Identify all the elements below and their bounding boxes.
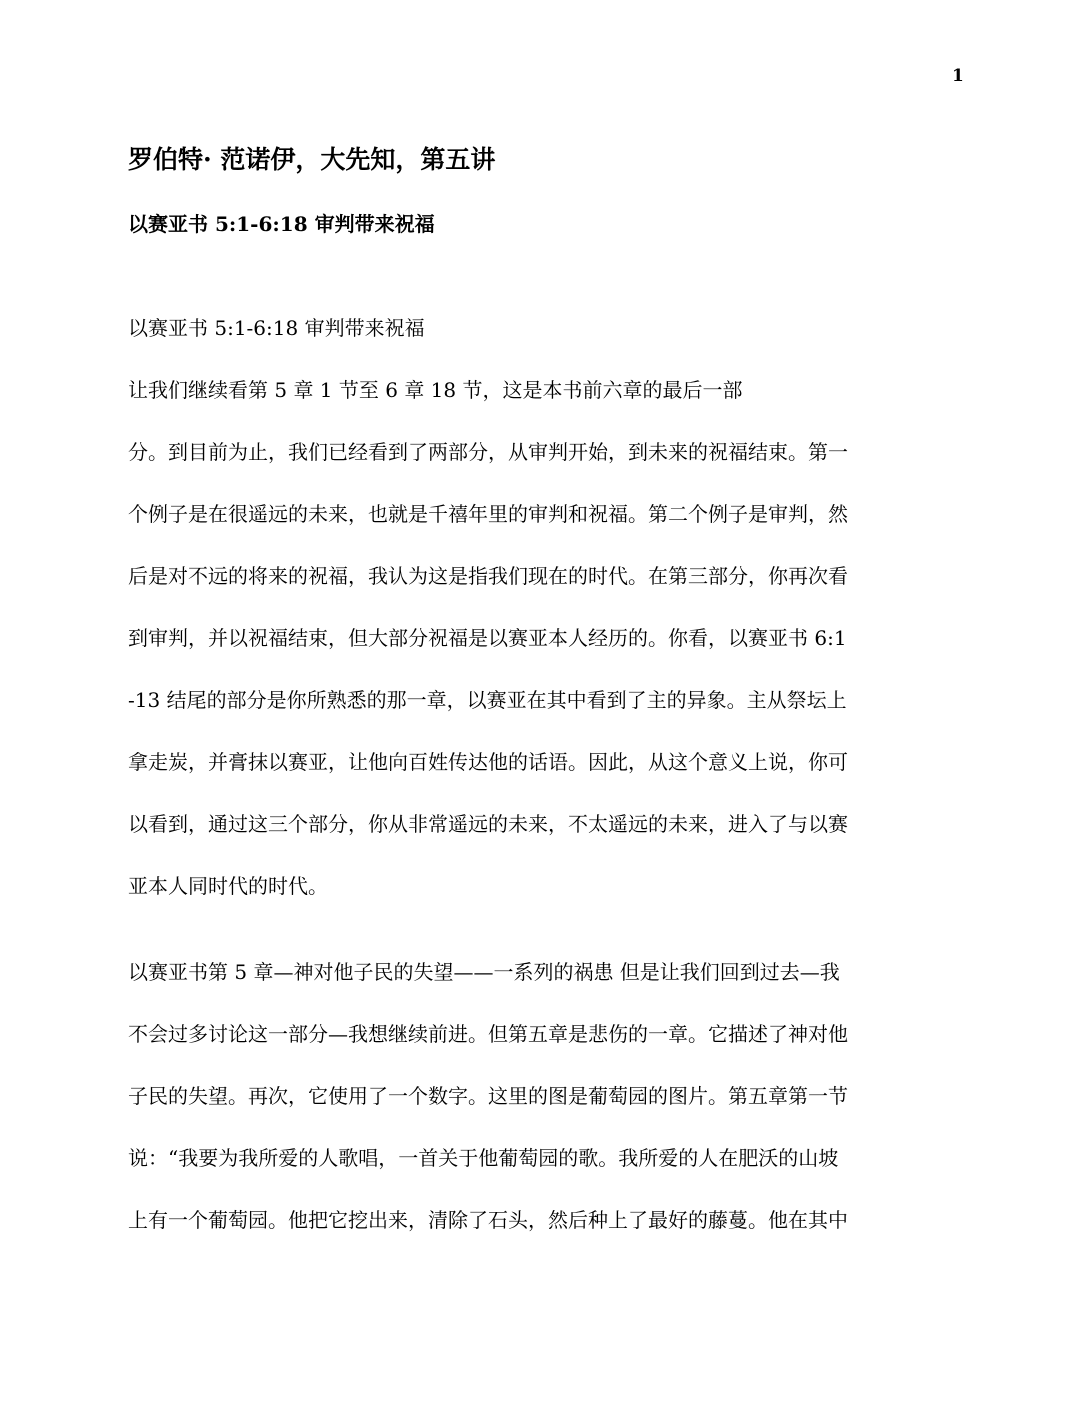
text-line: 子民的失望。再次，它使用了一个数字。这里的图是葡萄园的图片。第五章第一节 — [128, 1084, 848, 1108]
text-line: 以看到，通过这三个部分，你从非常遥远的未来，不太遥远的未来，进入了与以赛 — [128, 812, 848, 836]
text-line: 上有一个葡萄园。他把它挖出来，清除了石头，然后种上了最好的藤蔓。他在其中 — [128, 1208, 848, 1232]
text-line: 个例子是在很遥远的未来，也就是千禧年里的审判和祝福。第二个例子是审判，然 — [128, 502, 848, 526]
text-line: 亚本人同时代的时代。 — [128, 874, 328, 898]
text-line: 不会过多讨论这一部分—我想继续前进。但第五章是悲伤的一章。它描述了神对他 — [128, 1022, 848, 1046]
section-heading: 以赛亚书 5:1-6:18 审判带来祝福 — [128, 316, 425, 340]
text-line: 让我们继续看第 5 章 1 节至 6 章 18 节，这是本书前六章的最后一部 — [128, 378, 743, 402]
text-line: 分。到目前为止，我们已经看到了两部分，从审判开始，到未来的祝福结束。第一 — [128, 440, 848, 464]
page-number: 1 — [952, 66, 964, 86]
page-title: 罗伯特· 范诺伊，大先知，第五讲 — [128, 145, 496, 174]
text-line: -13 结尾的部分是你所熟悉的那一章，以赛亚在其中看到了主的异象。主从祭坛上 — [128, 688, 847, 712]
text-line: 拿走炭，并膏抹以赛亚，让他向百姓传达他的话语。因此，从这个意义上说，你可 — [128, 750, 848, 774]
text-line: 后是对不远的将来的祝福，我认为这是指我们现在的时代。在第三部分，你再次看 — [128, 564, 848, 588]
page-subtitle: 以赛亚书 5:1-6:18 审判带来祝福 — [128, 212, 435, 236]
text-line: 以赛亚书第 5 章—神对他子民的失望——一系列的祸患 但是让我们回到过去—我 — [128, 960, 840, 984]
text-line: 到审判，并以祝福结束，但大部分祝福是以赛亚本人经历的。你看，以赛亚书 6:1 — [128, 626, 847, 650]
text-line: 说：“我要为我所爱的人歌唱，一首关于他葡萄园的歌。我所爱的人在肥沃的山坡 — [128, 1146, 839, 1170]
